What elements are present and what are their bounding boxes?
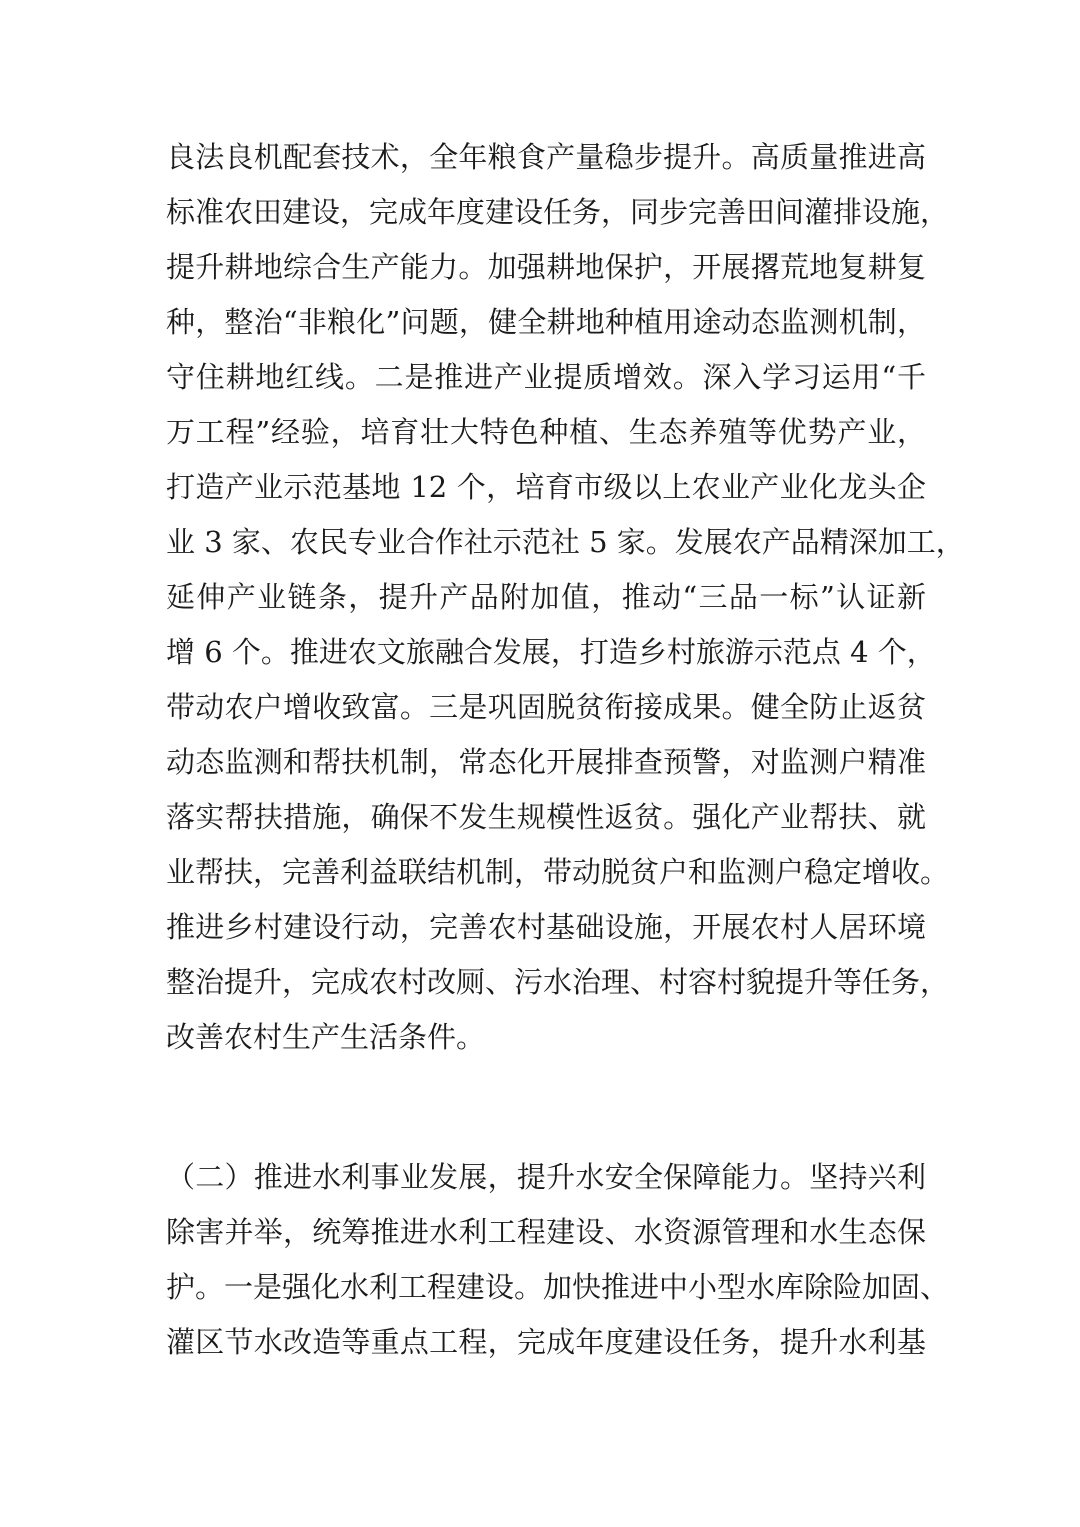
text-line: 业 3 家、农民专业合作社示范社 5 家。发展农产品精深加工， [166,525,965,559]
text-line: 业帮扶，完善利益联结机制，带动脱贫户和监测户稳定增收。 [166,855,950,889]
text-line: 落实帮扶措施，确保不发生规模性返贫。强化产业帮扶、就 [166,800,926,834]
text-line: 标准农田建设，完成年度建设任务，同步完善田间灌排设施， [166,195,950,229]
text-line: 改善农村生产生活条件。 [166,1020,486,1054]
text-line: 种，整治“非粮化”问题，健全耕地种植用途动态监测机制， [166,305,926,339]
text-line: 护。一是强化水利工程建设。加快推进中小型水库除险加固、 [166,1270,950,1304]
text-line: 延伸产业链条，提升产品附加值，推动“三品一标”认证新 [166,580,926,614]
text-line: 守住耕地红线。二是推进产业提质增效。深入学习运用“千 [166,360,926,394]
text-line: 打造产业示范基地 12 个，培育市级以上农业产业化龙头企 [166,470,926,504]
text-line: （二）推进水利事业发展，提升水安全保障能力。坚持兴利 [166,1160,926,1194]
paragraph-agriculture [166,130,965,1065]
text-line: 带动农户增收致富。三是巩固脱贫衔接成果。健全防止返贫 [166,690,926,724]
text-line: 万工程”经验，培育壮大特色种植、生态养殖等优势产业， [166,415,926,449]
text-line: 良法良机配套技术，全年粮食产量稳步提升。高质量推进高 [166,140,926,174]
paragraph-water-conservancy [166,1150,950,1370]
text-line: 灌区节水改造等重点工程，完成年度建设任务，提升水利基 [166,1325,926,1359]
text-line: 除害并举，统筹推进水利工程建设、水资源管理和水生态保 [166,1215,926,1249]
text-line: 提升耕地综合生产能力。加强耕地保护，开展撂荒地复耕复 [166,250,926,284]
text-line: 增 6 个。推进农文旅融合发展，打造乡村旅游示范点 4 个， [166,635,936,669]
text-line: 动态监测和帮扶机制，常态化开展排查预警，对监测户精准 [166,745,926,779]
text-line: 整治提升，完成农村改厕、污水治理、村容村貌提升等任务， [166,965,950,999]
text-line: 推进乡村建设行动，完善农村基础设施，开展农村人居环境 [166,910,926,944]
